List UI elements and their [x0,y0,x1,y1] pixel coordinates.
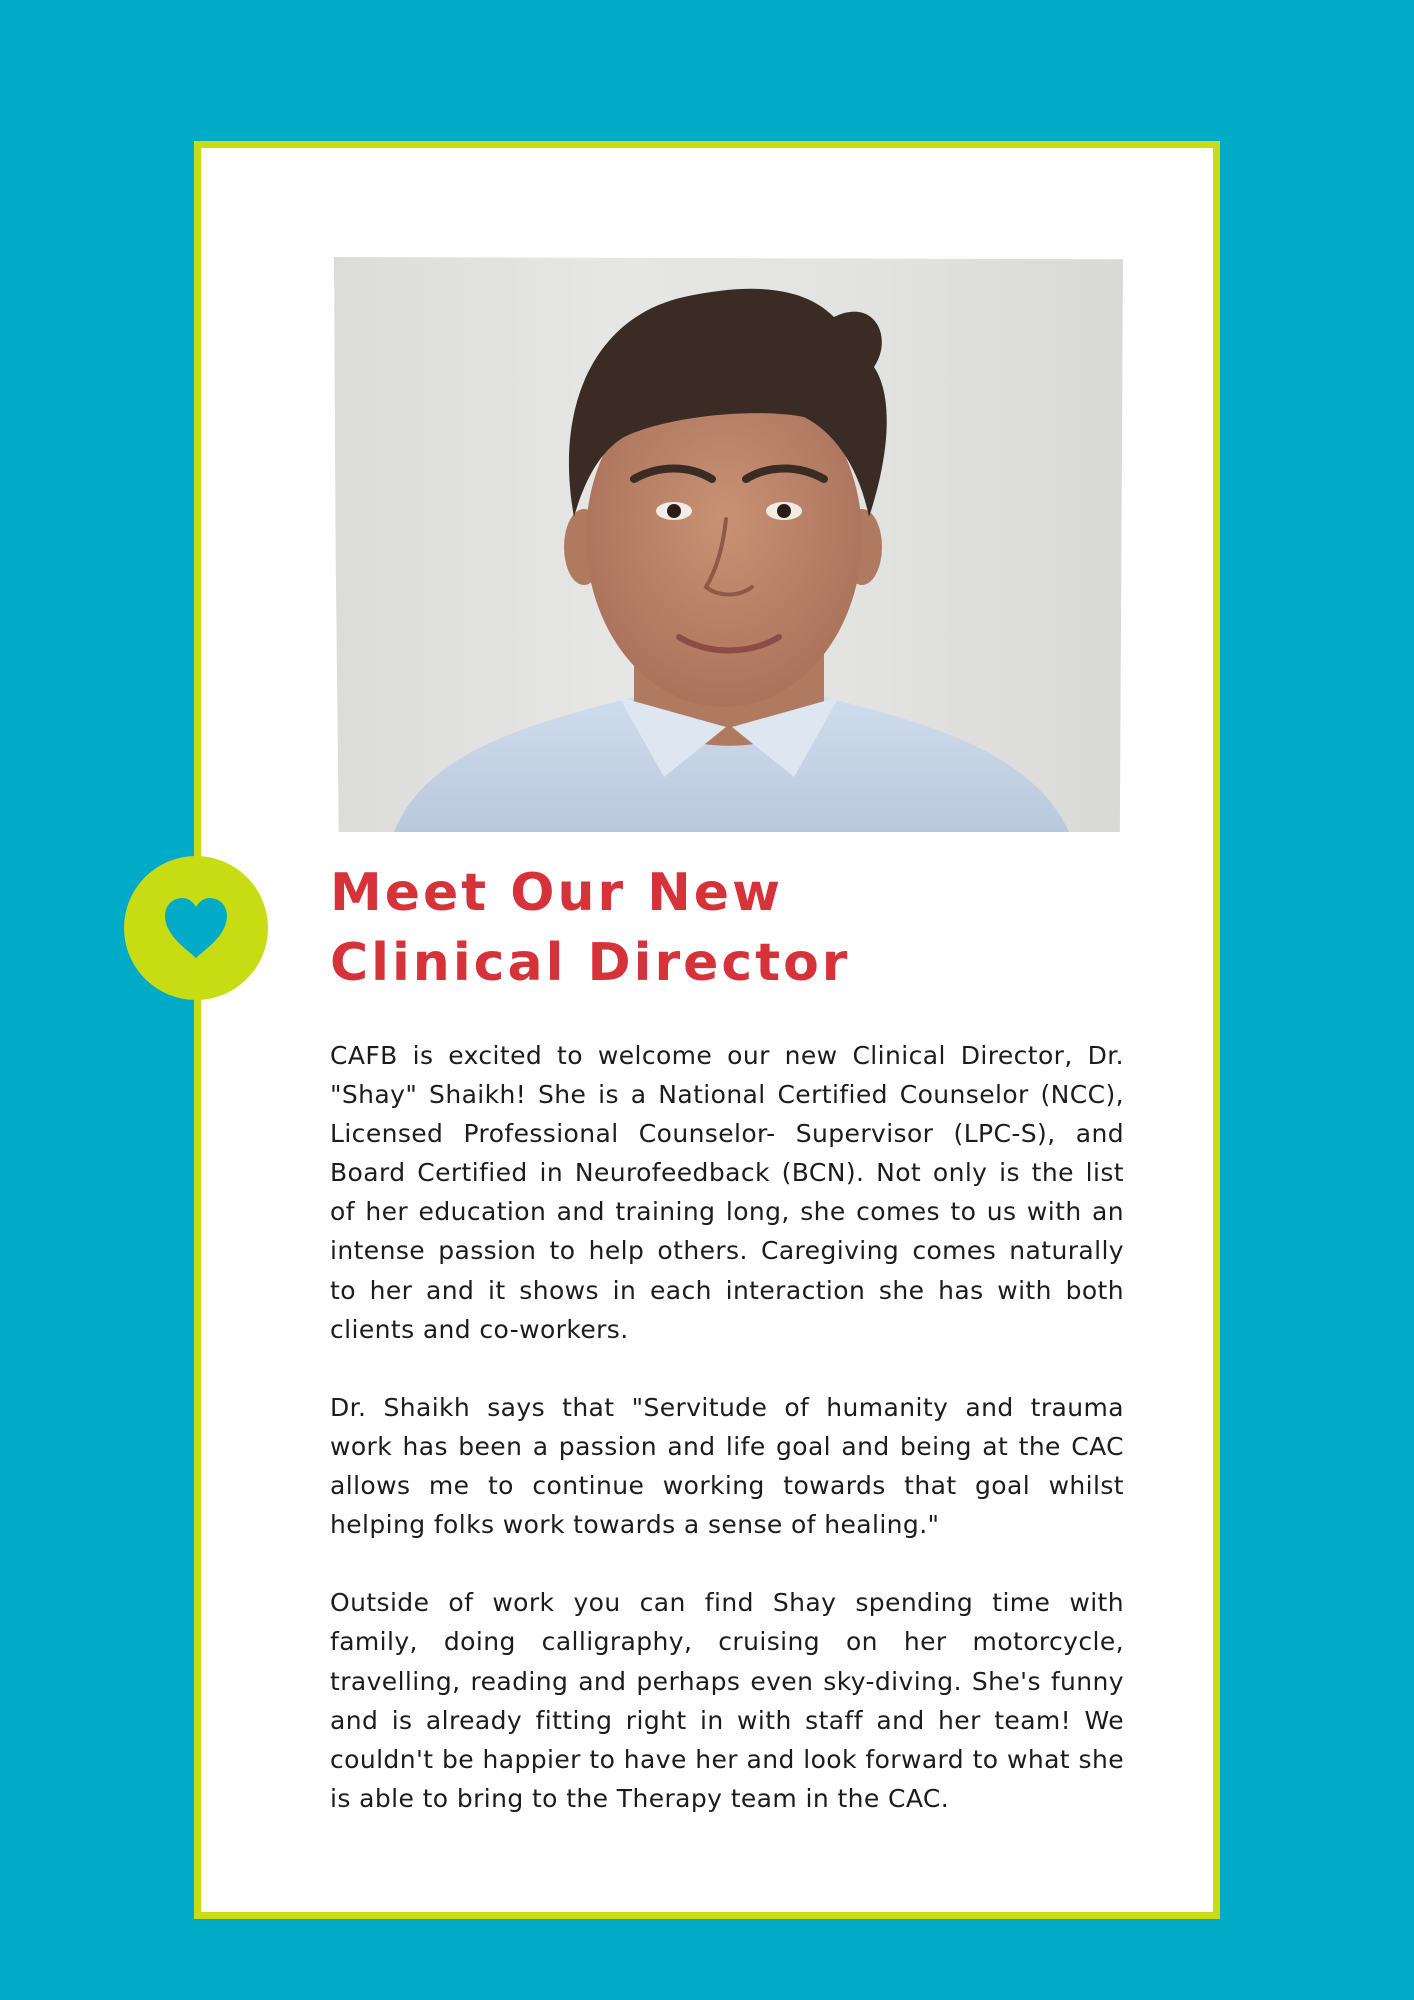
heart-badge [124,856,268,1000]
page-title [330,858,1130,998]
article-body [330,1036,1124,1818]
portrait-illustration [334,257,1123,832]
title-line-2: Clinical Director [330,933,851,993]
portrait-photo [334,257,1123,832]
paragraph-personal: Outside of work you can find Shay spending time with family, doing calligraphy, cruising on her motorcycle, travelling, reading and perhaps even sky-diving. She's funny and is already fitting right in with staff and her team! We couldn't be happier to have her and look forward to what she is able to bring to the Therapy team in the CAC. [330,1588,1124,1813]
paragraph-quote: Dr. Shaikh says that "Servitude of humanity and trauma work has been a passion and life goal and being at the CAC allows me to continue working towards that goal whilst helping folks work towards a sense of healing." [330,1392,1124,1540]
heart-icon [161,896,231,960]
title-line-1: Meet Our New [330,863,784,923]
paragraph-intro: CAFB is excited to welcome our new Clinical Director, Dr. "Shay" Shaikh! She is a National Certified Counselor (NCC), Licensed Professional Counselor- Supervisor (LPC-S), and Board Certified in Neurofeedback (BCN). Not only is the list of her education and training long, she comes to us with an intense passion to help others. Caregiving comes naturally to her and it shows in each interaction she has with both clients and co-workers. [330,1041,1124,1344]
